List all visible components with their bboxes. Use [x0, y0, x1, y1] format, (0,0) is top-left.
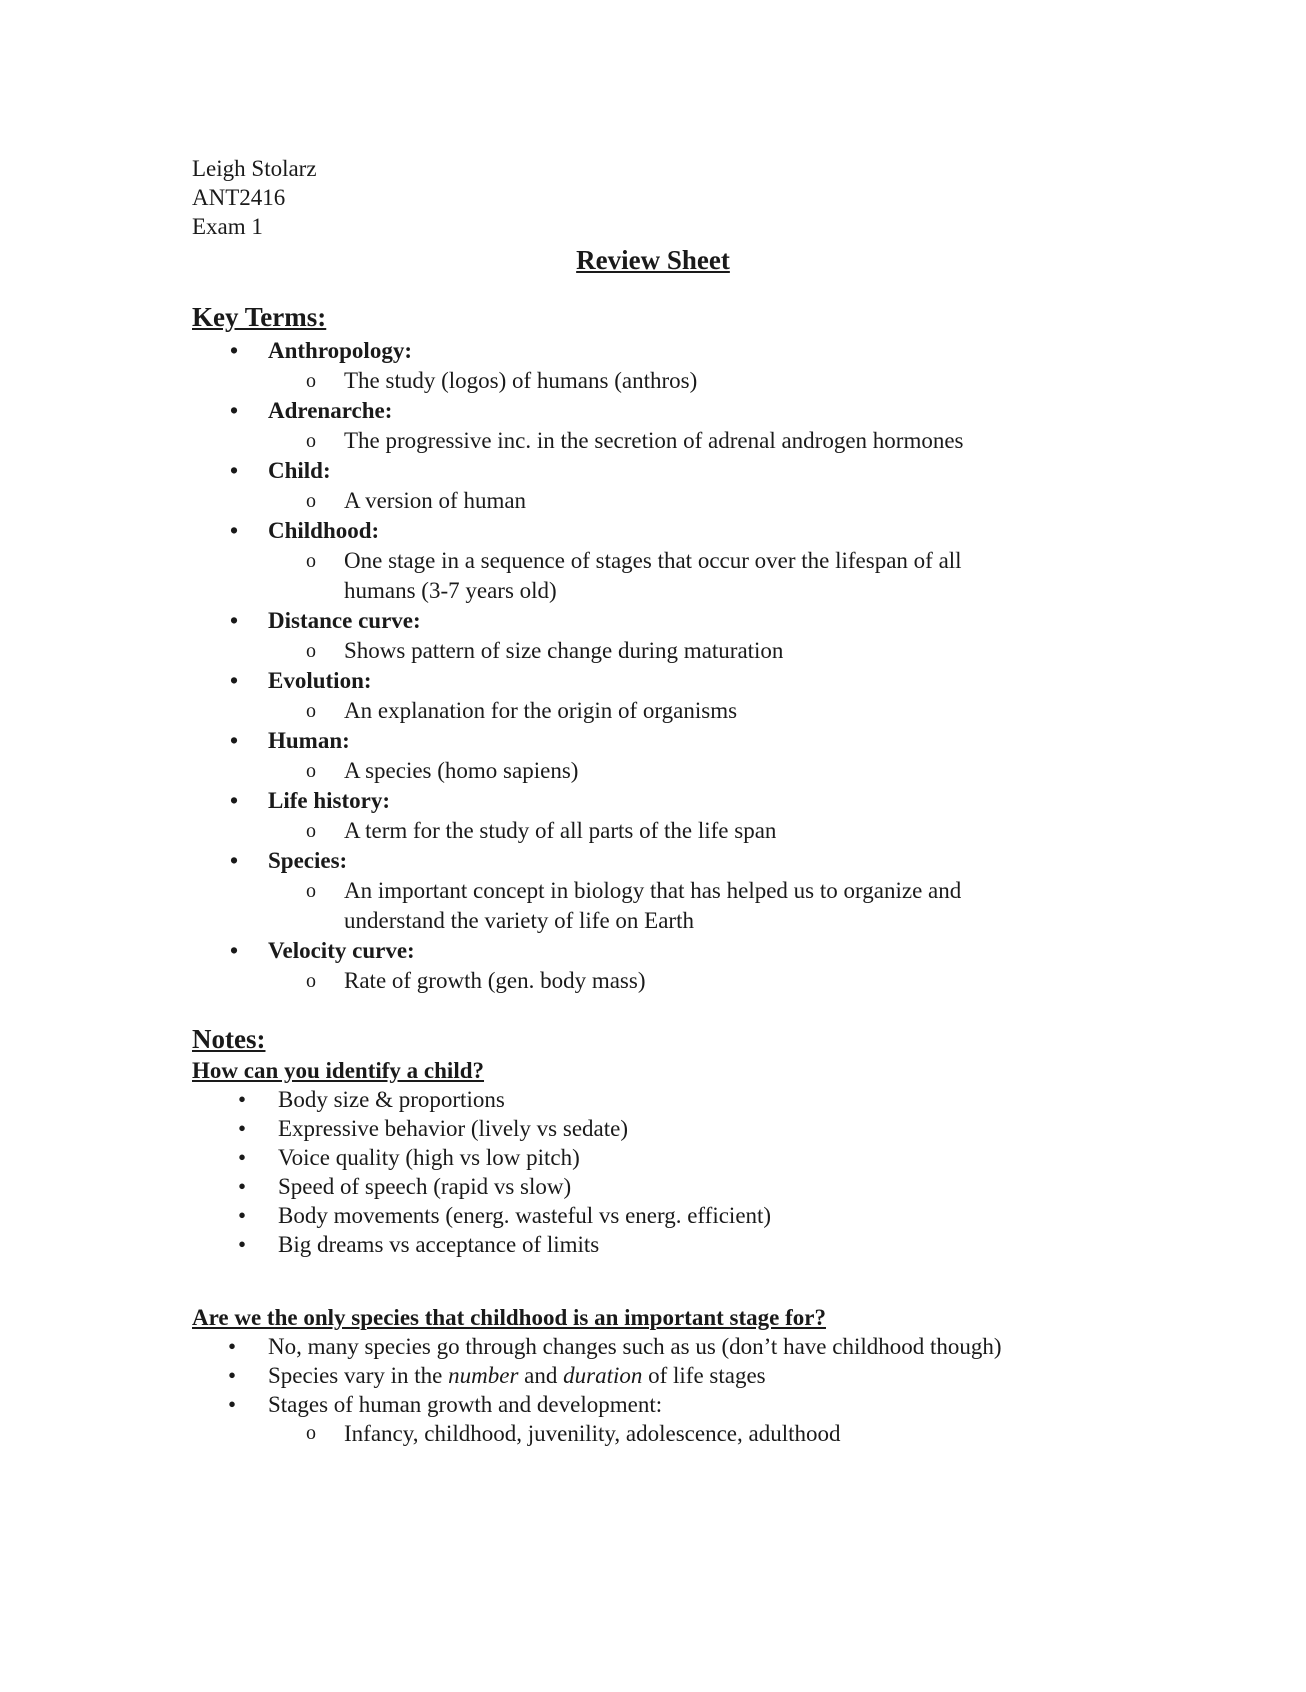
sub-bullet-marker: o	[306, 760, 316, 782]
bullet-marker: •	[229, 518, 239, 543]
sub-list-item	[192, 1419, 1152, 1448]
term-entry	[192, 846, 1072, 936]
sub-bullet-marker: o	[306, 640, 316, 662]
bullet-marker: •	[238, 1087, 247, 1112]
bullet-marker: •	[238, 1203, 247, 1228]
question-species-heading: Are we the only species that childhood is an important stage for?	[192, 1305, 826, 1330]
term-entry	[192, 516, 1072, 606]
bullet-marker: •	[229, 938, 239, 963]
term-definition	[268, 486, 1072, 516]
term-label: Distance curve:	[268, 608, 421, 633]
emphasis-duration: duration	[563, 1363, 643, 1388]
list-item-text: Body size & proportions	[278, 1087, 505, 1112]
key-terms-heading: Key Terms:	[192, 302, 327, 332]
definition-text: An explanation for the origin of organisms	[344, 698, 738, 723]
course-code: ANT2416	[192, 185, 286, 210]
bullet-marker: •	[229, 848, 239, 873]
term-definition	[268, 966, 1072, 996]
definition-text: Rate of growth (gen. body mass)	[344, 968, 646, 993]
bullet-marker: •	[238, 1174, 247, 1199]
term-entry	[192, 456, 1072, 516]
term-entry	[192, 726, 1072, 786]
definition-text: One stage in a sequence of stages that occur over the lifespan of all	[344, 548, 962, 573]
term-definition	[268, 816, 1072, 846]
list-item-text: Body movements (energ. wasteful vs energ. efficient)	[278, 1203, 772, 1228]
term-definition	[268, 576, 1072, 606]
bullet-marker: •	[229, 608, 239, 633]
list-item	[192, 1361, 1152, 1390]
term-label: Velocity curve:	[268, 938, 415, 963]
list-item-text-end: of life stages	[642, 1363, 766, 1388]
list-item	[192, 1390, 1152, 1419]
list-item	[192, 1201, 1092, 1230]
term-definition	[268, 546, 1072, 576]
term-label: Evolution:	[268, 668, 372, 693]
list-item	[192, 1114, 1092, 1143]
term-entry	[192, 666, 1072, 726]
sub-bullet-marker: o	[306, 970, 316, 992]
term-label: Life history:	[268, 788, 391, 813]
term-label: Anthropology:	[268, 338, 412, 363]
page-title: Review Sheet	[576, 245, 730, 275]
list-item	[192, 1085, 1092, 1114]
term-label: Childhood:	[268, 518, 380, 543]
sub-bullet-marker: o	[306, 1422, 316, 1444]
list-item-text: No, many species go through changes such as us (don’t have childhood though)	[268, 1334, 1002, 1359]
term-definition	[268, 426, 1072, 456]
bullet-marker: •	[229, 788, 239, 813]
list-item-text-start: Species vary in the	[268, 1363, 449, 1388]
bullet-marker: •	[228, 1363, 237, 1388]
sub-bullet-marker: o	[306, 550, 316, 572]
bullet-marker: •	[229, 668, 239, 693]
exam-label: Exam 1	[192, 214, 263, 239]
term-definition	[268, 906, 1072, 936]
key-terms-list	[192, 336, 1072, 996]
bullet-marker: •	[238, 1232, 247, 1257]
question-identify-child-heading: How can you identify a child?	[192, 1058, 485, 1083]
term-label: Child:	[268, 458, 331, 483]
term-definition	[268, 636, 1072, 666]
list-item	[192, 1230, 1092, 1259]
list-item	[192, 1143, 1092, 1172]
definition-text: A term for the study of all parts of the life span	[344, 818, 777, 843]
bullet-marker: •	[229, 728, 239, 753]
list-item-text: Big dreams vs acceptance of limits	[278, 1232, 600, 1257]
term-definition	[268, 366, 1072, 396]
term-entry	[192, 936, 1072, 996]
definition-text: Shows pattern of size change during maturation	[344, 638, 784, 663]
term-definition	[268, 696, 1072, 726]
sub-list-item-text: Infancy, childhood, juvenility, adolescence, adulthood	[344, 1421, 841, 1446]
sub-bullet-marker: o	[306, 370, 316, 392]
bullet-marker: •	[238, 1145, 247, 1170]
definition-text: An important concept in biology that has helped us to organize and	[344, 878, 962, 903]
list-item-text: Speed of speech (rapid vs slow)	[278, 1174, 572, 1199]
header-block	[192, 154, 317, 241]
definition-text: humans (3-7 years old)	[344, 578, 557, 603]
list-item-text: Stages of human growth and development:	[268, 1392, 663, 1417]
sub-bullet-marker: o	[306, 700, 316, 722]
bullet-marker: •	[229, 458, 239, 483]
emphasis-number: number	[448, 1363, 519, 1388]
term-label: Adrenarche:	[268, 398, 393, 423]
bullet-marker: •	[238, 1116, 247, 1141]
term-entry	[192, 336, 1072, 396]
list-item-text-middle: and	[518, 1363, 564, 1388]
author-name: Leigh Stolarz	[192, 156, 317, 181]
sub-bullet-marker: o	[306, 490, 316, 512]
term-definition	[268, 756, 1072, 786]
term-entry	[192, 786, 1072, 846]
list-item-text: Voice quality (high vs low pitch)	[278, 1145, 580, 1170]
sub-bullet-marker: o	[306, 820, 316, 842]
bullet-marker: •	[229, 398, 239, 423]
term-label: Human:	[268, 728, 350, 753]
bullet-marker: •	[228, 1334, 237, 1359]
term-label: Species:	[268, 848, 348, 873]
list-item-text: Expressive behavior (lively vs sedate)	[278, 1116, 628, 1141]
definition-text: understand the variety of life on Earth	[344, 908, 694, 933]
term-entry	[192, 396, 1072, 456]
definition-text: A version of human	[344, 488, 527, 513]
definition-text: The progressive inc. in the secretion of adrenal androgen hormones	[344, 428, 964, 453]
term-definition	[268, 876, 1072, 906]
bullet-marker: •	[229, 338, 239, 363]
identify-child-list	[192, 1085, 1092, 1259]
sub-bullet-marker: o	[306, 880, 316, 902]
list-item	[192, 1172, 1092, 1201]
species-list	[192, 1332, 1152, 1448]
list-item	[192, 1332, 1152, 1361]
sub-bullet-marker: o	[306, 430, 316, 452]
notes-heading: Notes:	[192, 1024, 266, 1054]
bullet-marker: •	[228, 1392, 237, 1417]
term-entry	[192, 606, 1072, 666]
definition-text: A species (homo sapiens)	[344, 758, 579, 783]
definition-text: The study (logos) of humans (anthros)	[344, 368, 698, 393]
